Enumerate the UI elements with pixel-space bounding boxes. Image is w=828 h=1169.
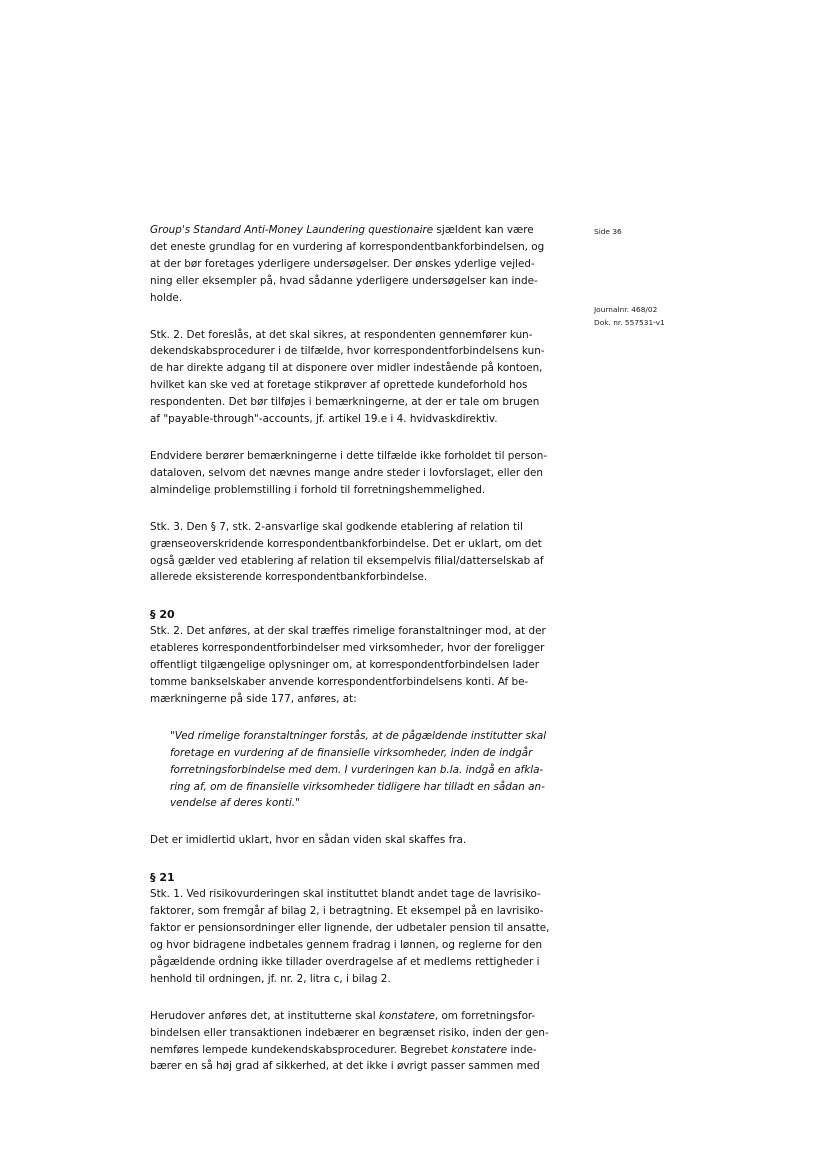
section-heading-21: § 21: [150, 871, 175, 885]
document-body: [150, 222, 558, 1075]
questionnaire-title: Group's Standard Anti-Money Laundering questionaire: [150, 224, 434, 236]
paragraph-konstatere: [150, 1008, 558, 1076]
konstatere-text-b: , om forretningsfor- bindelsen eller transaktionen indebærer en begrænset risiko, inden der gen- nemføres lempede kundekendskabsprocedurer. Begrebet: [150, 1009, 549, 1056]
reference-block: [594, 303, 665, 329]
paragraph-persondata: Endvidere berører bemærkningerne i dette tilfælde ikke forholdet til person- dataloven, selvom det nævnes mange andre steder i lovforslaget, eller den almindelige problemstilling i forhold til forretningshemmelighed.: [150, 449, 548, 496]
paragraph-1: [150, 222, 558, 307]
paragraph-stk3: Stk. 3. Den § 7, stk. 2-ansvarlige skal godkende etablering af relation til grænseoverskridende korrespondentbankforbindelse. Det er uklart, om det også gælder ved etablering af relation til eksempelvis filial/datterselskab af allerede eksisterende korrespondentbankforbindelse.: [150, 520, 544, 584]
konstatere-text-c: inde- bærer en så høj grad af sikkerhed, at det ikke i øvrigt passer sammen med: [150, 1043, 540, 1073]
document-number: Dok. nr. 557531-v1: [594, 318, 665, 327]
paragraph-unclear-source: Det er imidlertid uklart, hvor en sådan viden skal skaffes fra.: [150, 834, 467, 847]
konstatere-term-1: konstatere: [378, 1009, 435, 1022]
quoted-remark: "Ved rimelige foranstaltninger forstås, at de pågældende institutter skal foretage en vurdering af de finansielle virksomheder, inden de indgår forretningsforbindelse med dem. I vurderingen kan b.la. indgå en afkla- ring af, om de finansielle virksomheder tidligere har tilladt en sådan an- vendelse af deres konti.": [170, 729, 547, 810]
paragraph-section21-stk1: Stk. 1. Ved risikovurderingen skal instituttet blandt andet tage de lavrisiko- faktorer, som fremgår af bilag 2, i betragtning. Et eksempel på en lavrisiko- faktor er pensionsordninger eller lignende, der udbetaler pension til ansatte, og hvor bidragene indbetales gennem fradrag i lønnen, og reglerne for den pågældende ordning ikke tillader overdragelse af et medlems rettigheder i henhold til ordningen, jf. nr. 2, litra c, i bilag 2.: [150, 888, 550, 985]
konstatere-text-a: Herudover anføres det, at institutterne skal: [150, 1009, 379, 1022]
journal-number: Journalnr. 468/02: [594, 305, 658, 314]
page-number: Side 36: [594, 227, 622, 236]
paragraph-stk2: Stk. 2. Det foreslås, at det skal sikres, at respondenten gennemfører kun- dekendskabsprocedurer i de tilfælde, hvor korrespondentforbindelsens kun- de har direkte adgang til at disponere over midler indestående på kontoen, hvilket kan ske ved at foretage stikprøver af oprettede kundeforhold hos respondenten. Det bør tilføjes i bemærkningerne, at der er tale om brugen af "payable-through"-accounts, jf. artikel 19.e i 4. hvidvaskdirektiv.: [150, 328, 545, 426]
konstatere-term-2: konstatere: [451, 1043, 508, 1056]
paragraph-1-text: sjældent kan være det eneste grundlag for en vurdering af korrespondentbankforbindelsen, og at der bør foretages yderligere undersøgelser. Der ønskes yderlige vejled- ning eller eksempler på, hvad sådanne yderligere undersøgelser kan inde- holde.: [150, 224, 545, 304]
section-heading-20: § 20: [150, 608, 175, 622]
paragraph-section20-stk2: Stk. 2. Det anføres, at der skal træffes rimelige foranstaltninger mod, at der etableres korrespondentforbindelser med virksomheder, hvor der foreligger offentligt tilgængelige oplysninger om, at korrespondentforbindelsen lader tomme bankselskaber anvende korrespondentforbindelsens konti. Af be- mærkningerne på side 177, anføres, at:: [150, 625, 546, 705]
